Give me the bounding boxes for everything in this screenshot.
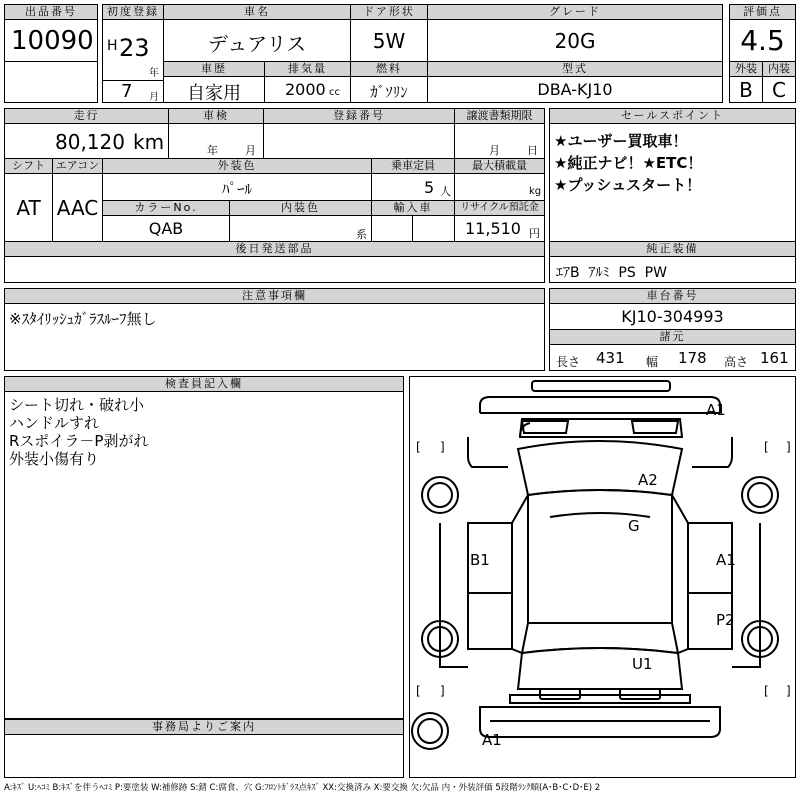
office-header: 事務局よりご案内 [4, 719, 404, 735]
capacity-unit: 人 [440, 185, 451, 198]
regno-cell [263, 123, 455, 159]
import-cell-2 [412, 215, 455, 242]
ac-cell [52, 173, 103, 242]
later-parts-cell [4, 256, 545, 283]
door-header: ドア形状 [350, 4, 428, 20]
era: H [107, 38, 118, 54]
ext-header: 外装 [729, 61, 763, 77]
score-cell [729, 19, 796, 62]
car-diagram-frame [409, 376, 796, 778]
notes-header: 注意事項欄 [4, 288, 545, 304]
first-reg-header: 初度登録 [102, 4, 164, 20]
color-header: 外装色 [102, 158, 372, 174]
lot-no-header: 出品番号 [4, 4, 98, 20]
chassis-no: KJ10-304993 [621, 307, 724, 326]
inspector-cell [4, 391, 404, 719]
damage-mark-right-rear: P2 [716, 611, 735, 629]
recycle-cell [454, 215, 545, 242]
equipment-header: 純正装備 [549, 241, 796, 257]
damage-mark-windshield: G [628, 517, 640, 535]
inspector-line-4: 外装小傷有り [9, 450, 100, 468]
damage-mark-rear-bumper: A1 [482, 731, 502, 749]
recycle-fee: 11,510 [465, 219, 521, 238]
grade-header: グレード [427, 4, 723, 20]
load-header: 最大積載量 [454, 158, 545, 174]
ac: AAC [56, 196, 99, 220]
grade-cell [427, 19, 723, 62]
svg-text:]: ] [786, 684, 791, 698]
door-cell [350, 19, 428, 62]
inspection-year-unit: 年 [207, 144, 218, 157]
inspector-line-3: Rスポイラ－P剥がれ [9, 432, 149, 450]
first-reg-year: 23 [119, 34, 150, 62]
length-label: 長さ [556, 355, 581, 369]
spec-cell [549, 344, 796, 371]
notes-cell [4, 303, 545, 371]
sales-points-header: セールスポイント [549, 108, 796, 124]
transfer-cell [454, 123, 545, 159]
sales-point-3: ★プッシュスタート！ [554, 176, 702, 194]
color-cell [102, 173, 372, 201]
car-name-header: 車名 [163, 4, 351, 20]
lot-no: 10090 [11, 26, 94, 56]
mileage-cell [4, 123, 169, 159]
inspector-line-1: シート切れ・破れ小 [9, 396, 145, 414]
first-reg-month: 7 [121, 81, 133, 102]
lot-no-cell [4, 19, 98, 62]
month-unit: 月 [149, 92, 159, 103]
fuel-header: 燃料 [350, 61, 428, 77]
exterior-color: ﾊﾟｰﾙ [221, 180, 252, 198]
capacity-cell [371, 173, 455, 201]
int-color-unit: 系 [356, 228, 367, 241]
inspection-header: 車検 [168, 108, 264, 124]
ac-header: エアコン [52, 158, 103, 174]
sales-points-cell [549, 123, 796, 242]
history-header: 車歴 [163, 61, 265, 77]
fuel-cell [350, 76, 428, 103]
import-header: 輸入車 [371, 200, 455, 216]
equipment-cell [549, 256, 796, 283]
int-score: C [772, 78, 786, 102]
fuel: ｶﾞｿﾘﾝ [370, 83, 408, 101]
office-cell [4, 734, 404, 778]
color-no: QAB [148, 219, 184, 238]
damage-mark-right-door: A1 [716, 551, 736, 569]
history: 自家用 [187, 83, 241, 104]
damage-mark-hood: A2 [638, 471, 658, 489]
svg-text:[: [ [764, 684, 769, 698]
capacity: 5 [424, 178, 435, 197]
width: 178 [678, 349, 707, 367]
displacement-header: 排気量 [264, 61, 351, 77]
int-score-cell [762, 76, 796, 103]
displacement: 2000 [285, 80, 326, 99]
load-cell [454, 173, 545, 201]
regno-header: 登録番号 [263, 108, 455, 124]
inspection-month-unit: 月 [245, 144, 256, 157]
svg-text:[: [ [416, 440, 421, 454]
history-cell [163, 76, 265, 103]
shift-header: シフト [4, 158, 53, 174]
model-code: DBA-KJ10 [537, 80, 613, 99]
equipment: ｴｱB ｱﾙﾐ PS PW [556, 265, 667, 281]
transfer-header: 譲渡書類期限 [454, 108, 545, 124]
sales-point-1: ★ユーザー買取車！ [554, 132, 688, 150]
svg-text:]: ] [786, 440, 791, 454]
width-label: 幅 [646, 355, 659, 369]
later-parts-header: 後日発送部品 [4, 241, 545, 257]
mileage-header: 走行 [4, 108, 169, 124]
displacement-unit: cc [329, 87, 340, 98]
mileage: 80,120 [55, 130, 125, 154]
score-header: 評価点 [729, 4, 796, 20]
inspection-cell [168, 123, 264, 159]
color-no-cell [102, 215, 230, 242]
first-reg-month-cell [102, 80, 164, 103]
inspector-line-2: ハンドルすれ [9, 414, 100, 432]
svg-text:]: ] [440, 684, 445, 698]
spec-header: 諸元 [549, 329, 796, 345]
inspector-header: 検査員記入欄 [4, 376, 404, 392]
int-header: 内装 [762, 61, 796, 77]
door-type: 5W [372, 29, 406, 53]
car-diagram [410, 377, 795, 777]
recycle-header: リサイクル預託金 [454, 200, 545, 216]
grade: 20G [554, 29, 596, 53]
shift: AT [16, 196, 41, 220]
length: 431 [596, 349, 625, 367]
damage-mark-tailgate: U1 [632, 655, 653, 673]
chassis-cell [549, 303, 796, 330]
recycle-unit: 円 [529, 227, 540, 240]
transfer-day-unit: 日 [527, 144, 538, 157]
load-unit: kg [529, 186, 542, 197]
model-cell [427, 76, 723, 103]
shift-cell [4, 173, 53, 242]
ext-score: B [739, 78, 753, 102]
ext-score-cell [729, 76, 763, 103]
lot-no-blank [4, 61, 98, 103]
height-label: 高さ [724, 355, 749, 369]
damage-mark-front-bumper: A1 [706, 401, 726, 419]
car-name-cell [163, 19, 351, 62]
chassis-header: 車台番号 [549, 288, 796, 304]
score: 4.5 [740, 24, 785, 57]
height: 161 [760, 349, 789, 367]
capacity-header: 乗車定員 [371, 158, 455, 174]
svg-text:[: [ [416, 684, 421, 698]
svg-text:]: ] [440, 440, 445, 454]
int-color-cell [229, 215, 372, 242]
damage-legend: A:ｷｽﾞ U:ﾍｺﾐ B:ｷｽﾞを伴うﾍｺﾐ P:要塗装 W:補修跡 S:錆 C:腐食、穴 G:ﾌﾛﾝﾄｶﾞﾗｽ点ｷｽﾞ XX:交換済み X:要交換 欠:欠品 内・外装評価 5段階ﾗﾝｸ順(A･B･C･D･E) 2 [4, 783, 601, 793]
import-cell [371, 215, 413, 242]
transfer-month-unit: 月 [489, 144, 500, 157]
displacement-cell [264, 76, 351, 103]
notes: ※ｽﾀｲﾘｯｼｭｶﾞﾗｽﾙｰﾌ無し [9, 310, 157, 328]
model-header: 型式 [427, 61, 723, 77]
svg-text:[: [ [764, 440, 769, 454]
mileage-unit: km [133, 130, 165, 154]
color-no-header: カラーNo. [102, 200, 230, 216]
damage-mark-left-door: B1 [470, 551, 490, 569]
car-name: デュアリス [207, 32, 307, 56]
sales-point-2: ★純正ナビ！★ETC！ [554, 154, 703, 172]
int-color-header: 内装色 [229, 200, 372, 216]
first-reg-cell [102, 19, 164, 81]
year-unit: 年 [149, 68, 159, 79]
